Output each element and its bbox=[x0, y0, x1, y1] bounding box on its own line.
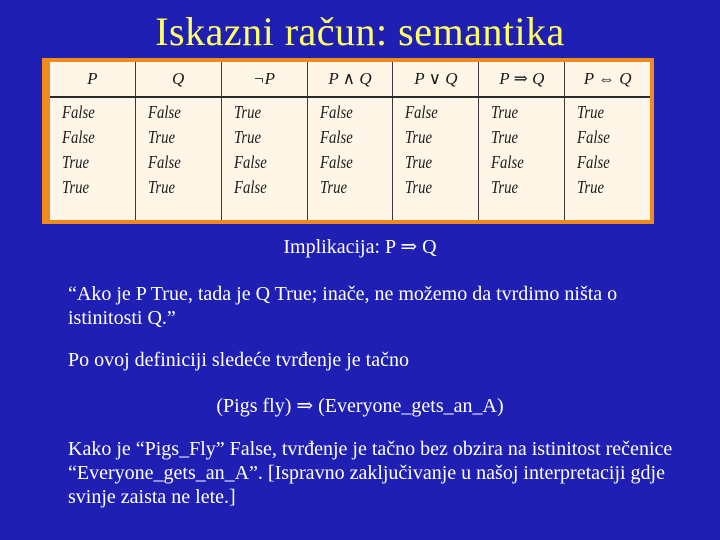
column-p bbox=[50, 97, 135, 220]
table-cell: False bbox=[147, 102, 181, 122]
table-cell: True bbox=[577, 177, 605, 197]
definition-paragraph: “Ako je P True, tada je Q True; inače, ne možemo da tvrdimo ništa o istinitosti Q.” bbox=[68, 283, 618, 329]
header-and: P ∧ Q bbox=[307, 62, 393, 97]
table-cell: True bbox=[319, 177, 347, 197]
column-not-p bbox=[221, 97, 307, 220]
table-cell: True bbox=[405, 177, 433, 197]
truth-table-header-row bbox=[50, 62, 650, 97]
table-cell: False bbox=[147, 152, 181, 172]
table-cell: False bbox=[577, 127, 611, 147]
table-cell: True bbox=[405, 152, 433, 172]
truth-table-body-row bbox=[50, 97, 650, 220]
table-cell: False bbox=[319, 127, 353, 147]
table-cell: True bbox=[62, 177, 90, 197]
statement-intro: Po ovoj definiciji sledeće tvrđenje je tačno bbox=[68, 349, 409, 371]
table-cell: False bbox=[405, 102, 439, 122]
truth-table-frame bbox=[42, 58, 654, 224]
table-cell: True bbox=[147, 127, 175, 147]
truth-table bbox=[50, 62, 650, 220]
column-and bbox=[307, 97, 393, 220]
table-cell: False bbox=[319, 152, 353, 172]
header-iff: P ⇔ Q bbox=[565, 62, 650, 97]
table-cell: True bbox=[405, 127, 433, 147]
table-cell: False bbox=[491, 152, 525, 172]
table-cell: True bbox=[577, 102, 605, 122]
table-cell: True bbox=[62, 152, 90, 172]
table-cell: True bbox=[491, 177, 519, 197]
table-cell: True bbox=[233, 127, 261, 147]
example-formula: (Pigs fly) ⇒ (Everyone_gets_an_A) bbox=[216, 395, 504, 417]
table-cell: True bbox=[491, 127, 519, 147]
table-cell: True bbox=[147, 177, 175, 197]
table-cell: True bbox=[233, 102, 261, 122]
table-cell: False bbox=[233, 177, 267, 197]
explanation-paragraph: Kako je “Pigs_Fly” False, tvrđenje je tačno bez obzira na istinitost rečenice “Everyone_gets_an_A”. [Ispravno zaključivanje u našoj interpretaciji gdje svinje zaista ne lete.] bbox=[68, 438, 673, 508]
column-q bbox=[135, 97, 221, 220]
header-q: Q bbox=[135, 62, 221, 97]
header-or: P ∨ Q bbox=[393, 62, 479, 97]
table-cell: False bbox=[62, 102, 95, 122]
column-iff bbox=[565, 97, 650, 220]
table-cell: False bbox=[319, 102, 353, 122]
header-p: P bbox=[50, 62, 135, 97]
header-not-p: ¬P bbox=[221, 62, 307, 97]
column-or bbox=[393, 97, 479, 220]
table-cell: True bbox=[491, 102, 519, 122]
table-cell: False bbox=[233, 152, 267, 172]
slide-title: Iskazni račun: semantika bbox=[155, 9, 565, 54]
table-cell: False bbox=[62, 127, 95, 147]
implication-label: Implikacija: P ⇒ Q bbox=[283, 236, 437, 258]
table-cell: False bbox=[577, 152, 611, 172]
header-implies: P ⇒ Q bbox=[479, 62, 565, 97]
column-implies bbox=[479, 97, 565, 220]
